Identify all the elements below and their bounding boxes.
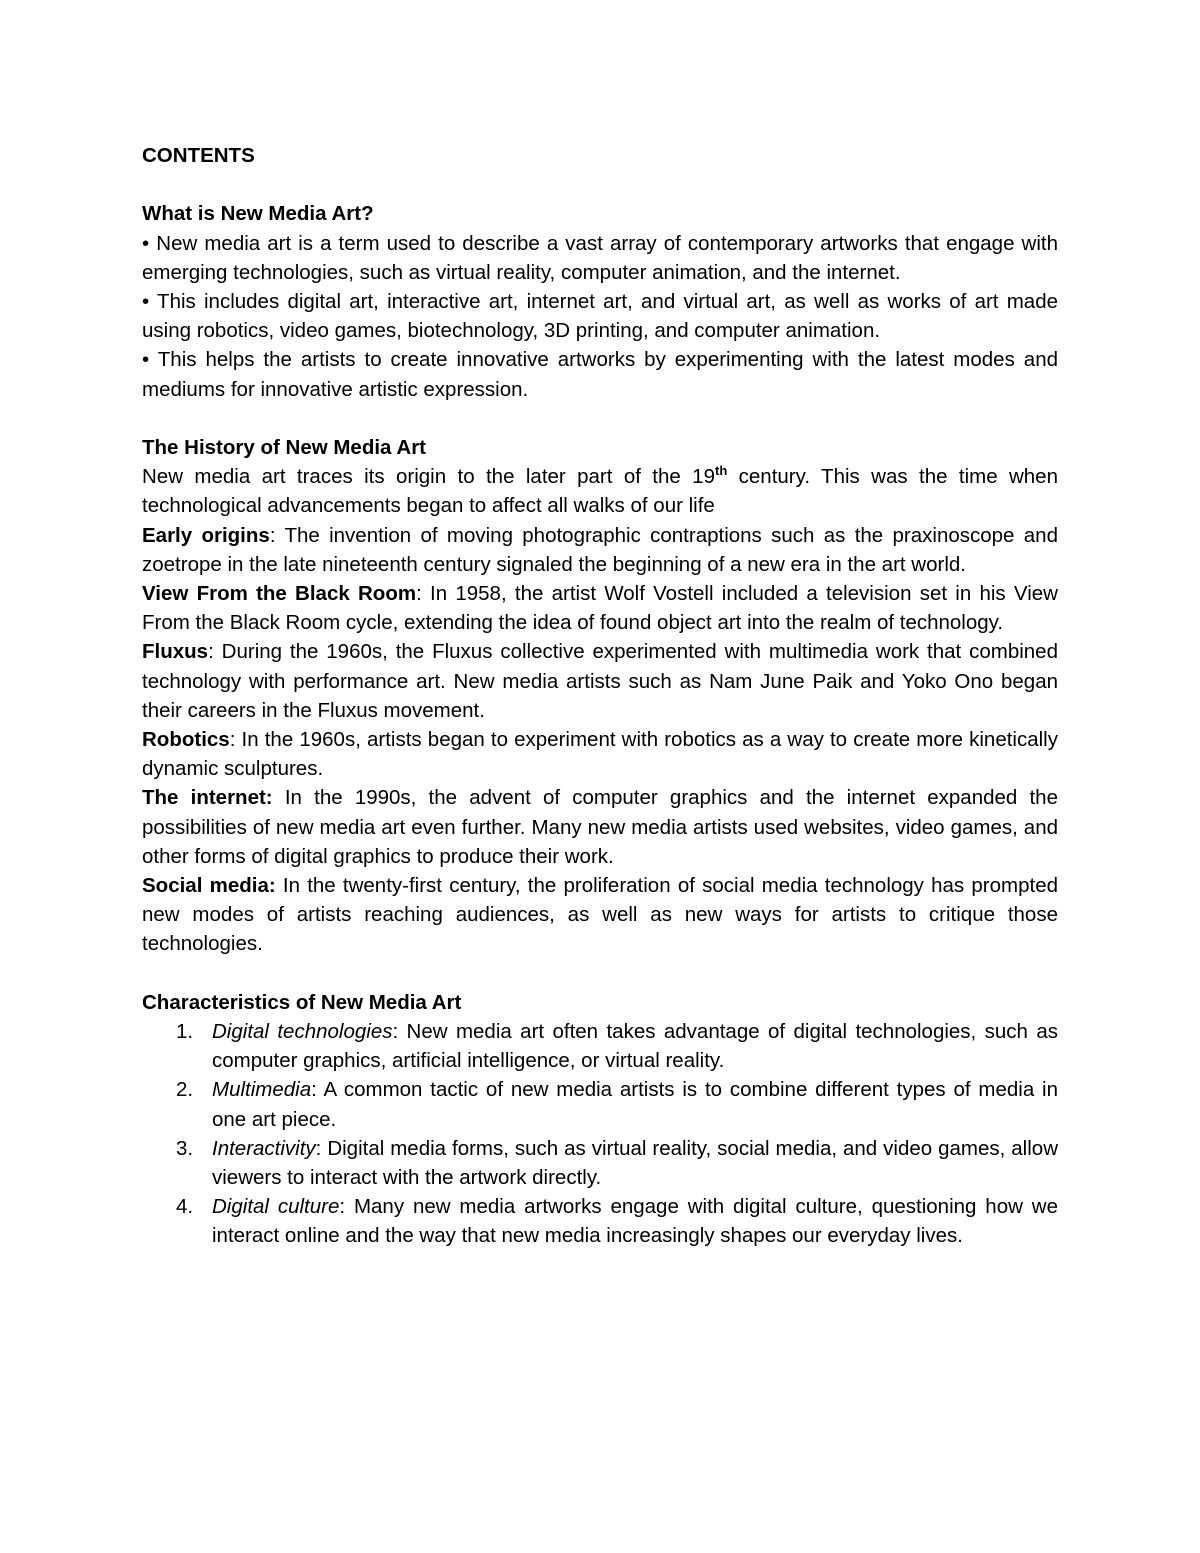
term-separator: : (208, 640, 222, 664)
what-is-bullet (142, 345, 1058, 403)
characteristics-list (142, 1017, 1058, 1251)
list-number: 4. (176, 1195, 194, 1219)
history-section (142, 433, 1058, 959)
spacer (142, 959, 1058, 988)
list-item (142, 1192, 1058, 1250)
ordinal-suffix: th (714, 463, 728, 479)
list-item (142, 1075, 1058, 1133)
history-item (142, 637, 1058, 725)
term-separator: : (269, 523, 285, 547)
history-intro (142, 462, 1058, 520)
bullet-char: • (142, 348, 150, 372)
list-number: 1. (176, 1020, 194, 1044)
history-item (142, 725, 1058, 783)
what-is-section (142, 199, 1058, 403)
list-number: 3. (176, 1136, 194, 1160)
history-item-text: In the 1960s, artists began to experiment with robotics as a way to create more kinetically dynamic sculptures. (142, 728, 1058, 781)
history-term: Early origins (142, 523, 270, 547)
bullet-text: This helps the artists to create innovative artworks by experimenting with the latest modes and mediums for innovative artistic expression. (142, 348, 1058, 401)
history-term: The internet: (142, 786, 273, 810)
history-item (142, 871, 1058, 959)
history-item-text: The invention of moving photographic contraptions such as the praxinoscope and zoetrope in the late nineteenth century signaled the beginning of a new era in the art world. (142, 523, 1058, 576)
spacer (142, 170, 1058, 199)
list-item (142, 1134, 1058, 1192)
bullet-text: New media art is a term used to describe a vast array of contemporary artworks that engage with emerging technologies, such as virtual reality, computer animation, and the internet. (142, 231, 1058, 284)
history-item-text: During the 1960s, the Fluxus collective experimented with multimedia work that combined technology with performance art. New media artists such as Nam June Paik and Yoko Ono began their careers in the Fluxus movement. (142, 640, 1058, 722)
history-item-text: In the 1990s, the advent of computer graphics and the internet expanded the possibilities of new media art even further. Many new media artists used websites, video games, and other forms of digital graphics to produce their work. (142, 786, 1058, 868)
bullet-char: • (142, 231, 150, 255)
characteristics-section (142, 988, 1058, 1251)
document-page (142, 141, 1058, 1251)
bullet-char: • (142, 289, 150, 313)
term-separator: : (416, 582, 431, 605)
characteristics-heading: Characteristics of New Media Art (142, 990, 462, 1014)
history-intro-text-cont: century. This was the time when technological advancements began to affect all walks of our life (142, 465, 1058, 518)
characteristic-text: : Digital media forms, such as virtual reality, social media, and video games, allow viewers to interact with the artwork directly. (212, 1136, 1058, 1190)
what-is-bullet (142, 287, 1058, 345)
list-number: 2. (176, 1078, 194, 1102)
history-item-text: In the twenty-first century, the proliferation of social media technology has prompted new modes of artists reaching audiences, as well as new ways for artists to critique those technologies. (142, 874, 1058, 956)
history-term: Fluxus (142, 640, 209, 664)
characteristic-term: Multimedia (212, 1078, 312, 1102)
list-item (142, 1017, 1058, 1075)
history-item (142, 579, 1058, 637)
characteristic-text: : New media art often takes advantage of digital technologies, such as computer graphics, artificial intelligence, or virtual reality. (212, 1020, 1058, 1073)
history-item (142, 521, 1058, 579)
history-term: Social media: (142, 874, 276, 898)
what-is-heading: What is New Media Art? (142, 202, 374, 226)
term-separator (273, 786, 285, 809)
characteristic-term: Digital technologies (212, 1020, 393, 1044)
contents-title: CONTENTS (142, 144, 255, 167)
history-item-text: In 1958, the artist Wolf Vostell included a television set in his View From the Black Room cycle, extending the idea of found object art into the realm of technology. (142, 582, 1058, 635)
what-is-bullet (142, 229, 1058, 287)
spacer (142, 404, 1058, 433)
history-item (142, 783, 1058, 871)
history-term: Robotics (142, 728, 230, 752)
term-separator (276, 874, 283, 897)
history-term: View From the Black Room (142, 582, 417, 605)
characteristic-text: : A common tactic of new media artists is to combine different types of media in one art piece. (212, 1078, 1058, 1131)
characteristic-text: : Many new media artworks engage with digital culture, questioning how we interact online and the way that new media increasingly shapes our everyday lives. (212, 1195, 1058, 1248)
bullet-text: This includes digital art, interactive art, internet art, and virtual art, as well as works of art made using robotics, video games, biotechnology, 3D printing, and computer animation. (142, 289, 1058, 343)
history-intro-text: New media art traces its origin to the later part of the 19 (142, 465, 715, 489)
characteristic-term: Digital culture (212, 1195, 340, 1219)
characteristic-term: Interactivity (212, 1136, 316, 1160)
history-heading: The History of New Media Art (142, 435, 426, 459)
term-separator: : (229, 728, 242, 752)
